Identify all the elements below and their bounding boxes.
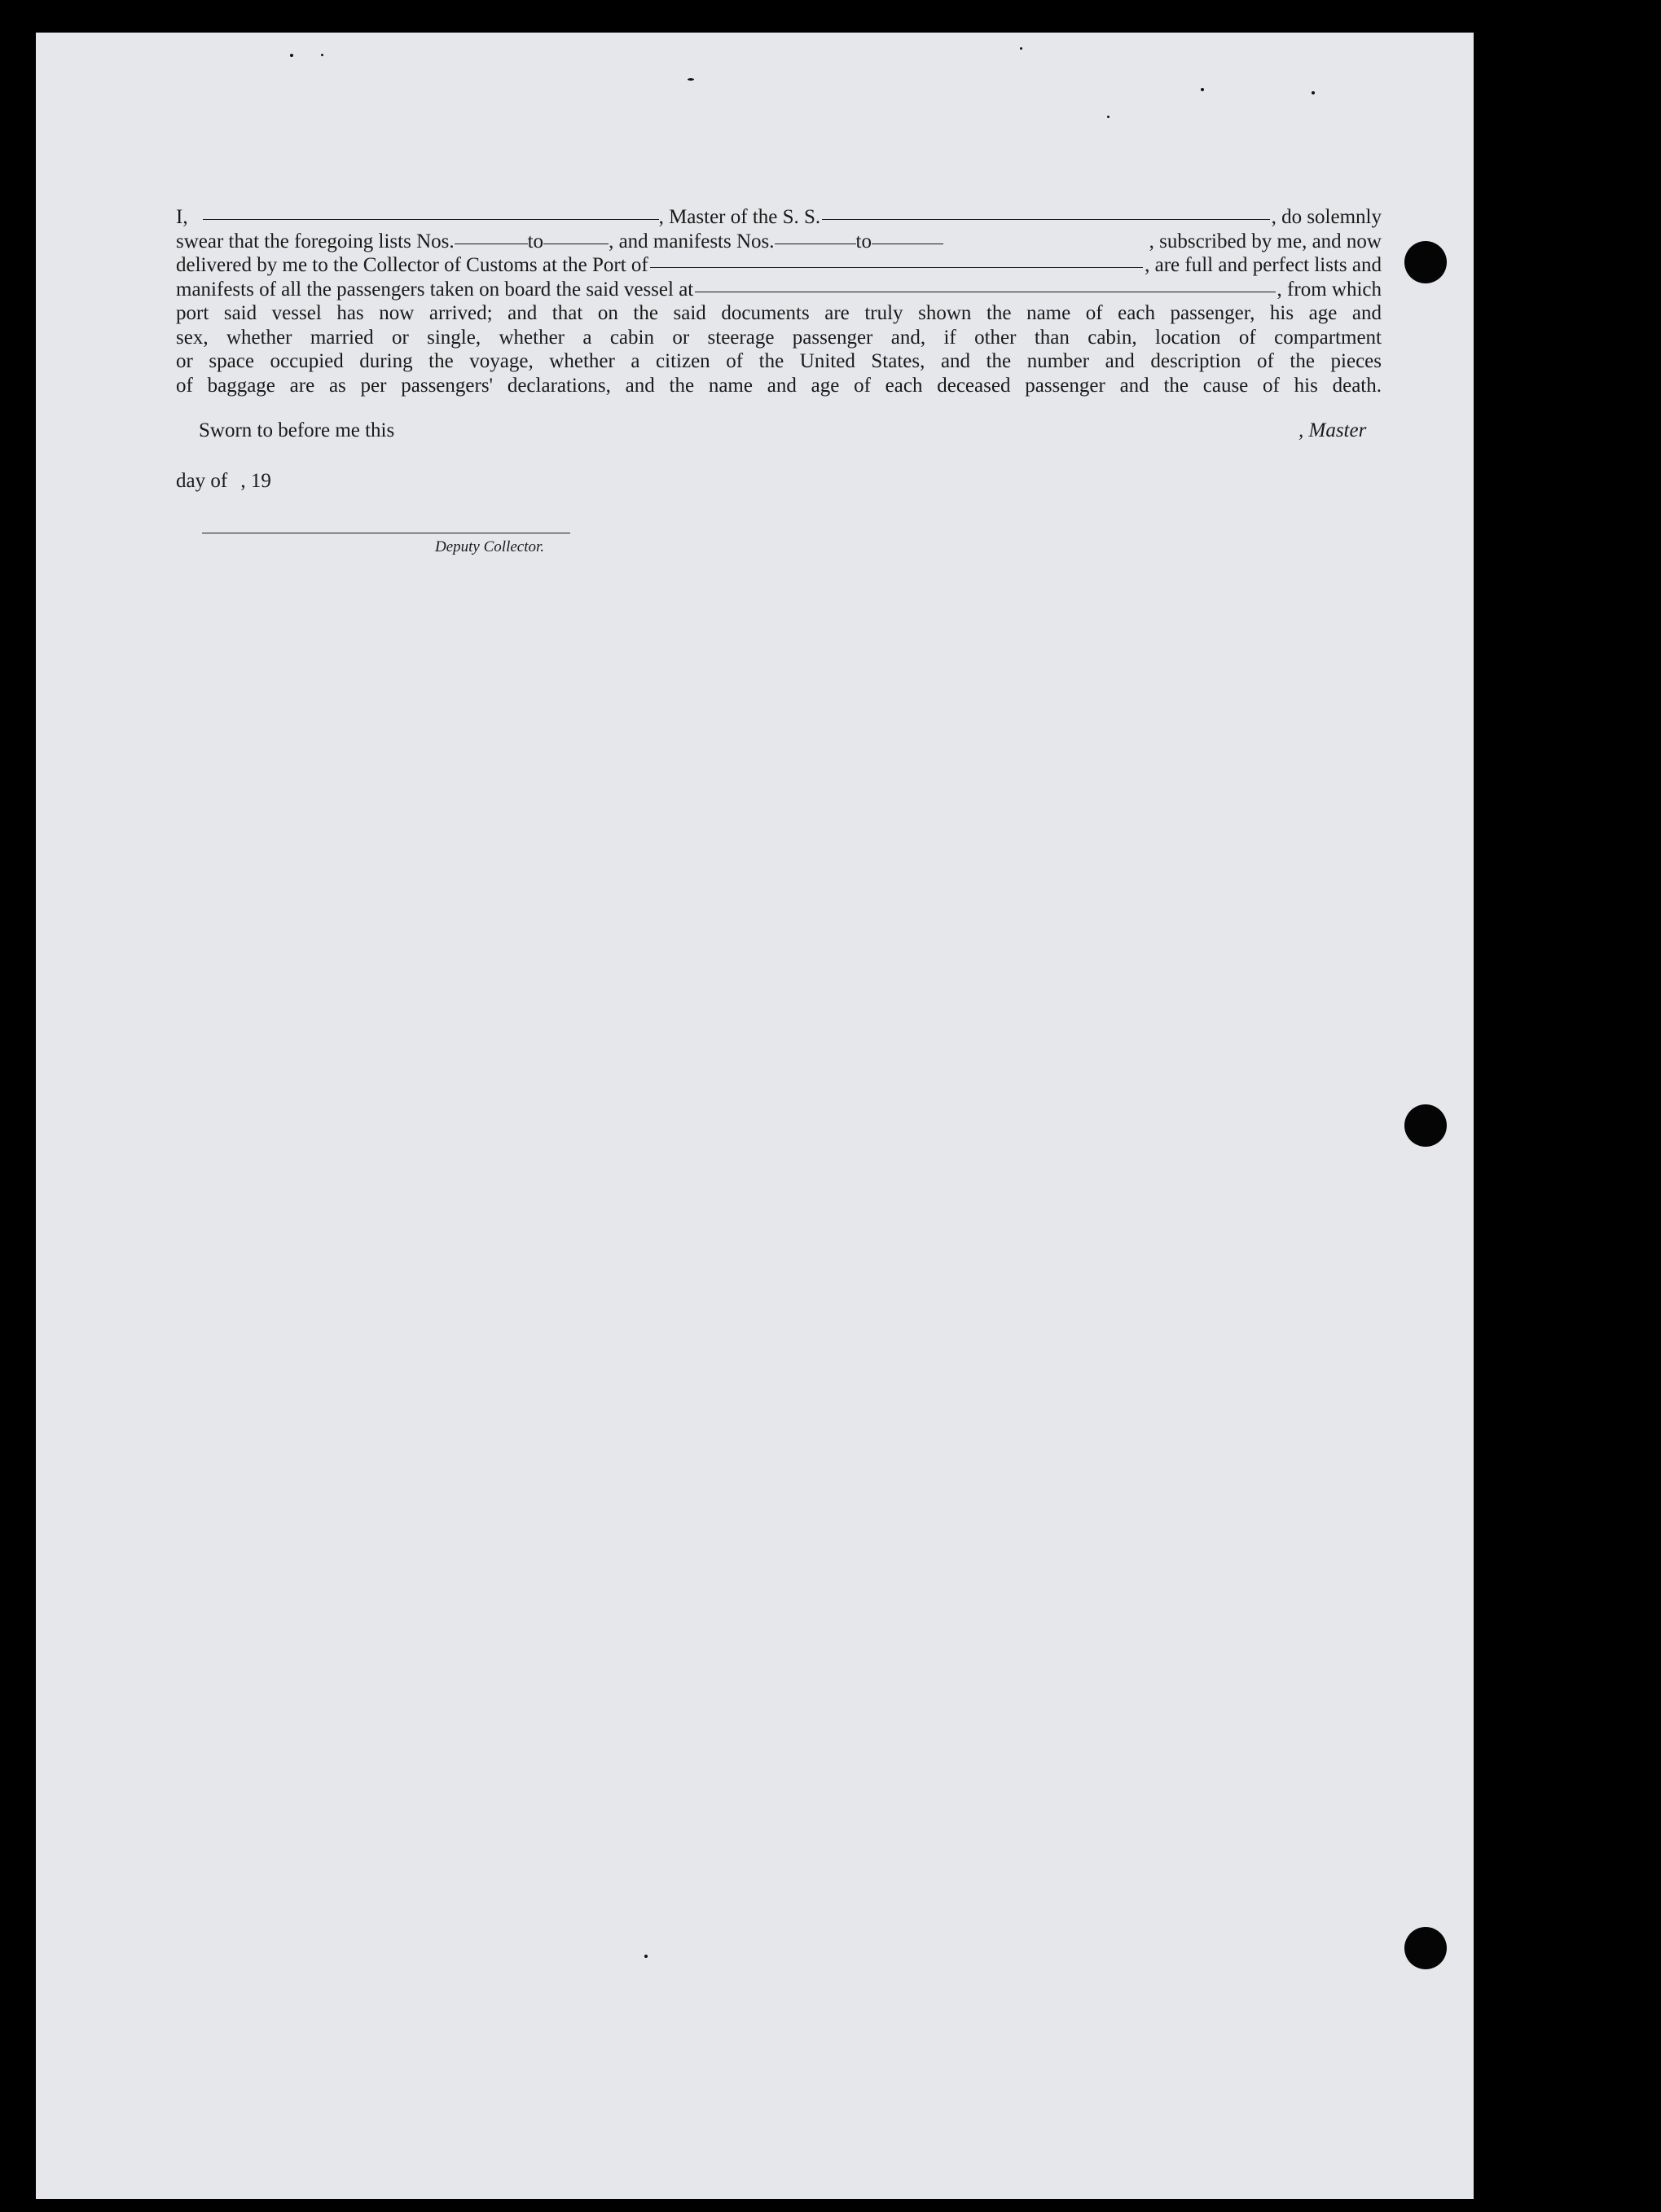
oath-text: to (527, 230, 544, 252)
oath-line (176, 205, 1382, 230)
scan-speck (290, 54, 293, 57)
oath-text: port said vessel has now arrived; and that on the said documents are truly shown the name of each passenger, his age and (176, 302, 1382, 324)
oath-text: of baggage are as per passengers' declarations, and the name and age of each deceased passenger and the cause of his death. (176, 374, 1382, 397)
oath-line (176, 301, 1382, 326)
scan-speck (1312, 91, 1315, 94)
oath-text: , do solemnly (1271, 206, 1382, 228)
oath-text: I, (176, 206, 188, 228)
binder-hole (1404, 241, 1447, 283)
day-of-label: day of (176, 470, 228, 492)
scan-speck (1107, 116, 1110, 118)
sworn-line (199, 419, 394, 442)
oath-line (176, 349, 1382, 374)
oath-text: to (855, 230, 872, 252)
oath-text: swear that the foregoing lists Nos. (176, 230, 455, 252)
oath-line (176, 374, 1382, 398)
oath-text: delivered by me to the Collector of Customs at the Port of (176, 254, 648, 276)
master-label: , Master (1298, 419, 1367, 441)
oath-line (176, 253, 1382, 278)
scan-speck (1201, 88, 1204, 91)
scan-speck (688, 78, 694, 81)
oath-line (176, 278, 1382, 302)
scan-speck (321, 54, 323, 56)
oath-text: , and manifests Nos. (609, 230, 775, 252)
oath-text: , subscribed by me, and now (1149, 230, 1382, 252)
day-of-line (176, 470, 271, 493)
oath-line (176, 230, 1382, 254)
oath-text: , Master of the S. S. (658, 206, 821, 228)
master-signature-line (875, 419, 1366, 442)
oath-line (176, 326, 1382, 350)
sworn-label: Sworn to before me this (199, 419, 395, 441)
oath-paragraph (176, 205, 1382, 397)
binder-hole (1404, 1927, 1447, 1969)
year-prefix: , 19 (240, 470, 271, 492)
binder-hole (1404, 1104, 1447, 1147)
document-page (36, 33, 1474, 2199)
deputy-collector-label: Deputy Collector. (435, 538, 545, 555)
master-name-blank (203, 219, 659, 220)
vessel-name-blank (822, 219, 1269, 220)
oath-text: , are full and perfect lists and (1145, 254, 1382, 276)
port-blank (650, 267, 1143, 268)
oath-text: sex, whether married or single, whether a cabin or steerage passenger and, if other than cabin, location of compartment (176, 326, 1382, 349)
oath-text: or space occupied during the voyage, whether a citizen of the United States, and the number and description of the pieces (176, 350, 1382, 372)
scan-speck (644, 1955, 648, 1958)
scan-speck (1020, 47, 1022, 50)
oath-text: , from which (1277, 278, 1382, 301)
oath-text: manifests of all the passengers taken on board the said vessel at (176, 278, 694, 301)
